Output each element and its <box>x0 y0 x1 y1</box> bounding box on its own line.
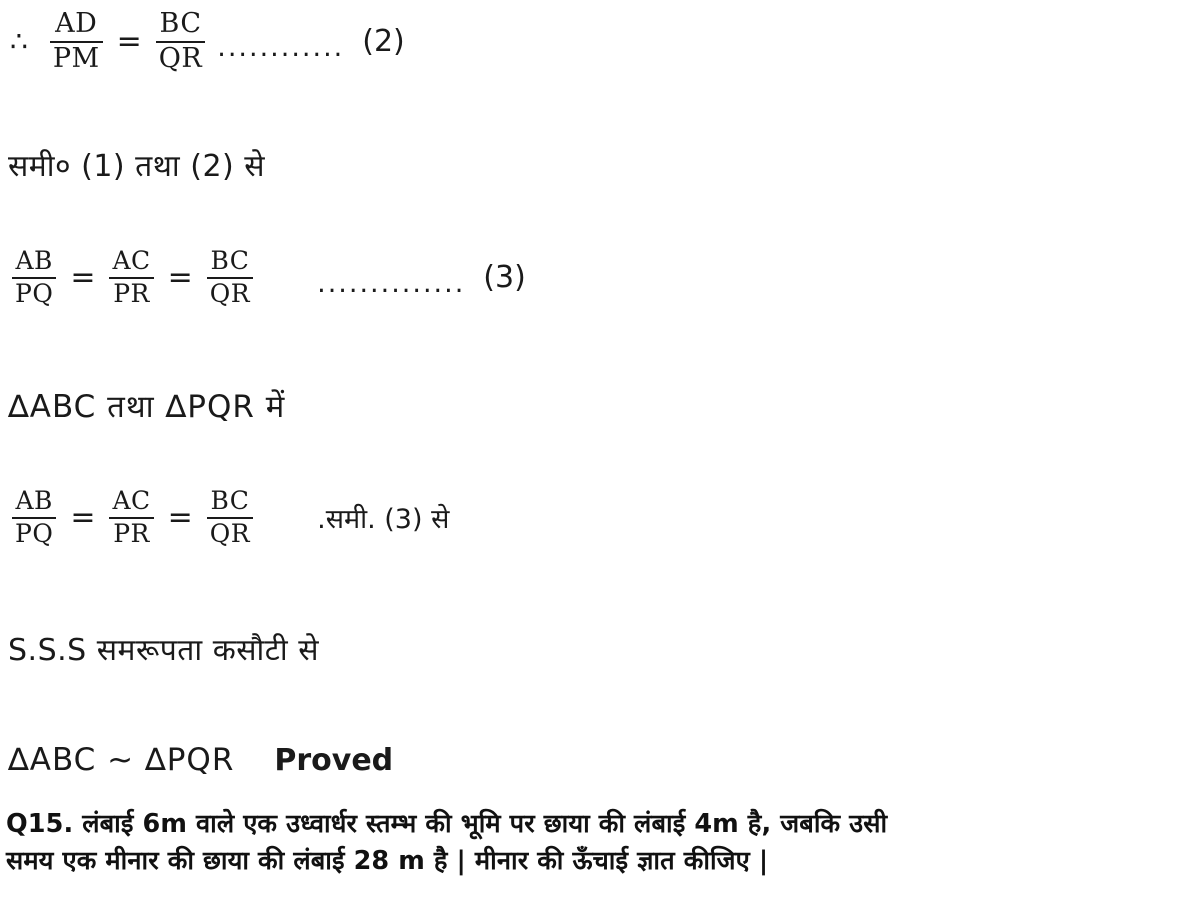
fraction-numerator: AD <box>55 8 98 39</box>
question-line-1: Q15. लंबाई 6m वाले एक उध्वार्धर स्तम्भ की भूमि पर छाया की लंबाई 4m है, जबकि उसी <box>6 809 888 839</box>
therefore-symbol: ∴ <box>10 25 28 59</box>
text-line-from-equations <box>8 144 265 185</box>
fraction-ac-pr <box>109 488 153 548</box>
equals-sign: = <box>167 500 193 536</box>
equation-number: (3) <box>483 260 526 296</box>
fraction-denominator: PR <box>113 519 150 549</box>
similarity-statement: ∆ABC ~ ∆PQR <box>8 742 235 778</box>
fraction-numerator: AB <box>15 246 53 275</box>
hindi-text: समी० (1) तथा (2) से <box>8 149 266 184</box>
sss-criterion-text: S.S.S समरूपता कसौटी से <box>8 633 320 668</box>
fraction-denominator: PQ <box>15 279 54 309</box>
question-line-2: समय एक मीनार की छाया की लंबाई 28 m है | मीनार की ऊँचाई ज्ञात कीजिए | <box>6 845 769 876</box>
fraction-numerator: BC <box>210 246 250 275</box>
question-block <box>6 806 1174 880</box>
fraction-numerator: AC <box>112 486 151 515</box>
fraction-bc-qr <box>207 488 253 548</box>
fraction-ab-pq <box>12 248 56 308</box>
fraction-denominator: PM <box>52 43 100 75</box>
fraction-numerator: AC <box>112 246 151 275</box>
fraction-denominator: QR <box>209 279 251 309</box>
fraction-denominator: QR <box>209 519 251 549</box>
leader-dots: .............. <box>317 268 466 300</box>
fraction-ab-pq <box>12 488 56 548</box>
fraction-numerator: AB <box>15 486 53 515</box>
equation-line-3 <box>8 248 526 308</box>
leader-dots: ............ <box>217 32 345 64</box>
fraction-bc-qr <box>207 248 253 308</box>
text-line-triangles <box>8 385 285 427</box>
proved-label: Proved <box>274 742 394 778</box>
fraction-numerator: BC <box>210 486 250 515</box>
equals-sign: = <box>70 500 96 536</box>
equation-reference-note: .समी. (3) से <box>317 504 450 536</box>
text-line-sss-criterion <box>8 628 319 669</box>
triangle-statement: ∆ABC तथा ∆PQR में <box>8 389 286 425</box>
equals-sign: = <box>167 260 193 296</box>
fraction-denominator: QR <box>158 43 203 75</box>
equals-sign: = <box>116 24 142 60</box>
equals-sign: = <box>70 260 96 296</box>
equation-number: (2) <box>362 24 405 60</box>
fraction-numerator: BC <box>159 8 202 39</box>
conclusion-line <box>8 742 393 778</box>
equation-line-repeat <box>8 488 449 548</box>
fraction-denominator: PR <box>113 279 150 309</box>
fraction-ad-pm <box>50 10 103 74</box>
equation-line-2 <box>10 10 405 74</box>
fraction-denominator: PQ <box>15 519 54 549</box>
fraction-ac-pr <box>109 248 153 308</box>
fraction-bc-qr <box>156 10 205 74</box>
